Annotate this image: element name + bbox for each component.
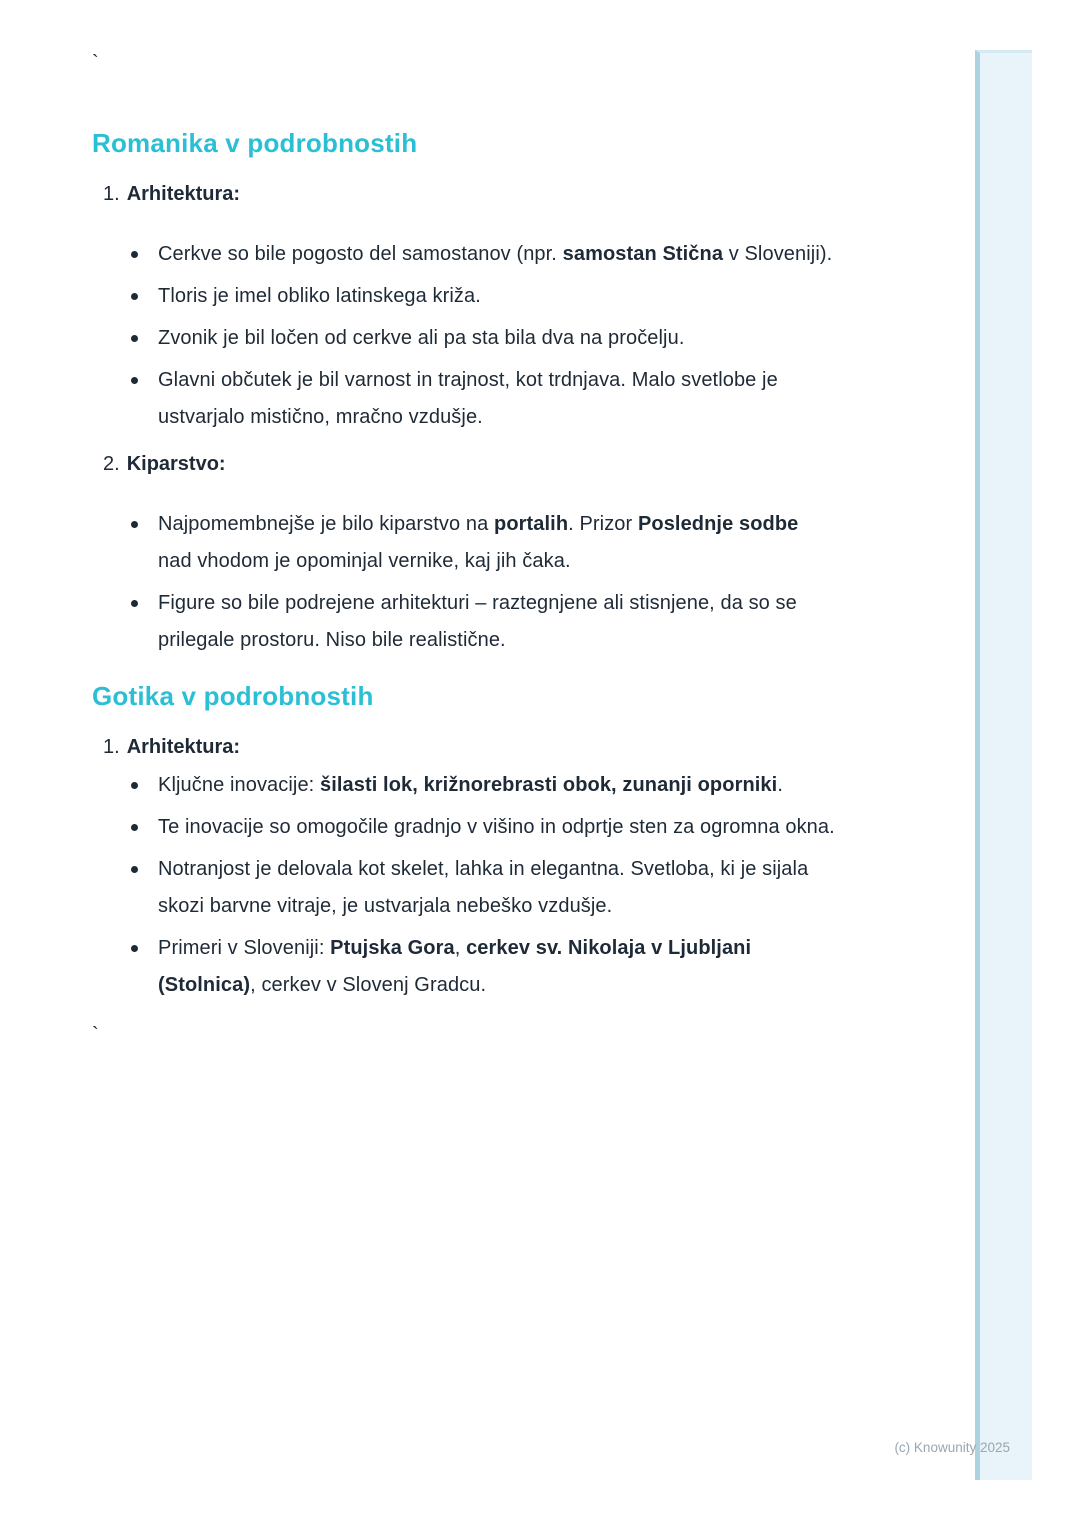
document-section: [92, 126, 852, 659]
bullet-icon: [131, 866, 138, 873]
bold-text-segment: samostan Stična: [562, 243, 724, 265]
numbered-item-header: [103, 735, 852, 759]
list-item-text: [158, 513, 798, 572]
list-item: [158, 236, 836, 273]
copyright-watermark: (c) Knowunity 2025: [894, 1440, 1010, 1455]
bullet-icon: [131, 335, 138, 342]
decorative-side-stripe: [975, 50, 1032, 1480]
section-title: Romanika v podrobnostih: [92, 128, 418, 158]
item-label: Kiparstvo:: [126, 453, 226, 475]
list-item-text: [158, 327, 684, 349]
text-segment: v Sloveniji).: [723, 243, 833, 265]
bold-text-segment: Poslednje sodbe: [637, 513, 799, 535]
item-number: 1.: [103, 736, 120, 758]
bold-text-segment: portalih: [494, 513, 569, 535]
bullet-list: [92, 767, 852, 1004]
text-segment: Cerkve so bile pogosto del samostanov (npr.: [158, 243, 563, 265]
document-body: [92, 126, 852, 1004]
bullet-list: [92, 506, 852, 659]
stray-backtick-bottom: `: [92, 1024, 99, 1046]
text-segment: Tloris je imel obliko latinskega križa.: [158, 285, 481, 307]
list-item-text: [158, 858, 808, 917]
list-item: [158, 362, 836, 436]
stray-backtick-top: `: [92, 52, 99, 74]
list-item: [158, 506, 836, 580]
list-item: [158, 278, 836, 315]
bullet-icon: [131, 782, 138, 789]
bold-text-segment: šilasti lok, križnorebrasti obok, zunanji oporniki: [320, 774, 778, 796]
text-segment: Figure so bile podrejene arhitekturi – raztegnjene ali stisnjene, da so se prilegale prostoru. Niso bile realistične.: [158, 592, 797, 651]
document-section: [92, 679, 852, 1004]
list-item: [158, 320, 836, 357]
text-segment: Zvonik je bil ločen od cerkve ali pa sta bila dva na pročelju.: [158, 327, 685, 349]
text-segment: . Prizor: [568, 513, 638, 535]
bold-text-segment: cerkev sv. Nikolaja v Ljubljani (Stolnica): [158, 937, 752, 996]
list-item: [158, 930, 836, 1004]
bold-text-segment: Ptujska Gora: [330, 937, 455, 959]
text-segment: Te inovacije so omogočile gradnjo v višino in odprtje sten za ogromna okna.: [158, 816, 835, 838]
bullet-icon: [131, 293, 138, 300]
list-item-text: [158, 774, 783, 796]
bullet-list: [92, 236, 852, 436]
item-number: 2.: [103, 453, 120, 475]
text-segment: , cerkev v Slovenj Gradcu.: [250, 974, 487, 996]
item-label: Arhitektura:: [126, 183, 241, 205]
text-segment: nad vhodom je opominjal vernike, kaj jih čaka.: [158, 550, 571, 572]
list-item: [158, 767, 836, 804]
list-item-text: [158, 816, 835, 838]
item-number: 1.: [103, 183, 120, 205]
numbered-item-header: [103, 452, 852, 476]
bullet-icon: [131, 600, 138, 607]
list-item-text: [158, 937, 751, 996]
bullet-icon: [131, 824, 138, 831]
list-item-text: [158, 369, 778, 428]
bullet-icon: [131, 521, 138, 528]
bullet-icon: [131, 377, 138, 384]
numbered-item-header: [103, 182, 852, 206]
bullet-icon: [131, 251, 138, 258]
bullet-icon: [131, 945, 138, 952]
list-item-text: [158, 592, 797, 651]
list-item: [158, 585, 836, 659]
section-title: Gotika v podrobnostih: [92, 681, 374, 711]
text-segment: Primeri v Sloveniji:: [158, 937, 331, 959]
list-item-text: [158, 285, 481, 307]
text-segment: Notranjost je delovala kot skelet, lahka in elegantna. Svetloba, ki je sijala skozi barvne vitraje, je ustvarjala nebeško vzdušje.: [158, 858, 809, 917]
text-segment: .: [777, 774, 783, 796]
item-label: Arhitektura:: [126, 736, 241, 758]
list-item: [158, 851, 836, 925]
text-segment: ,: [454, 937, 467, 959]
text-segment: Glavni občutek je bil varnost in trajnost, kot trdnjava. Malo svetlobe je ustvarjalo mistično, mračno vzdušje.: [158, 369, 778, 428]
list-item-text: [158, 243, 832, 265]
text-segment: Ključne inovacije:: [158, 774, 320, 796]
text-segment: Najpomembnejše je bilo kiparstvo na: [158, 513, 494, 535]
list-item: [158, 809, 836, 846]
